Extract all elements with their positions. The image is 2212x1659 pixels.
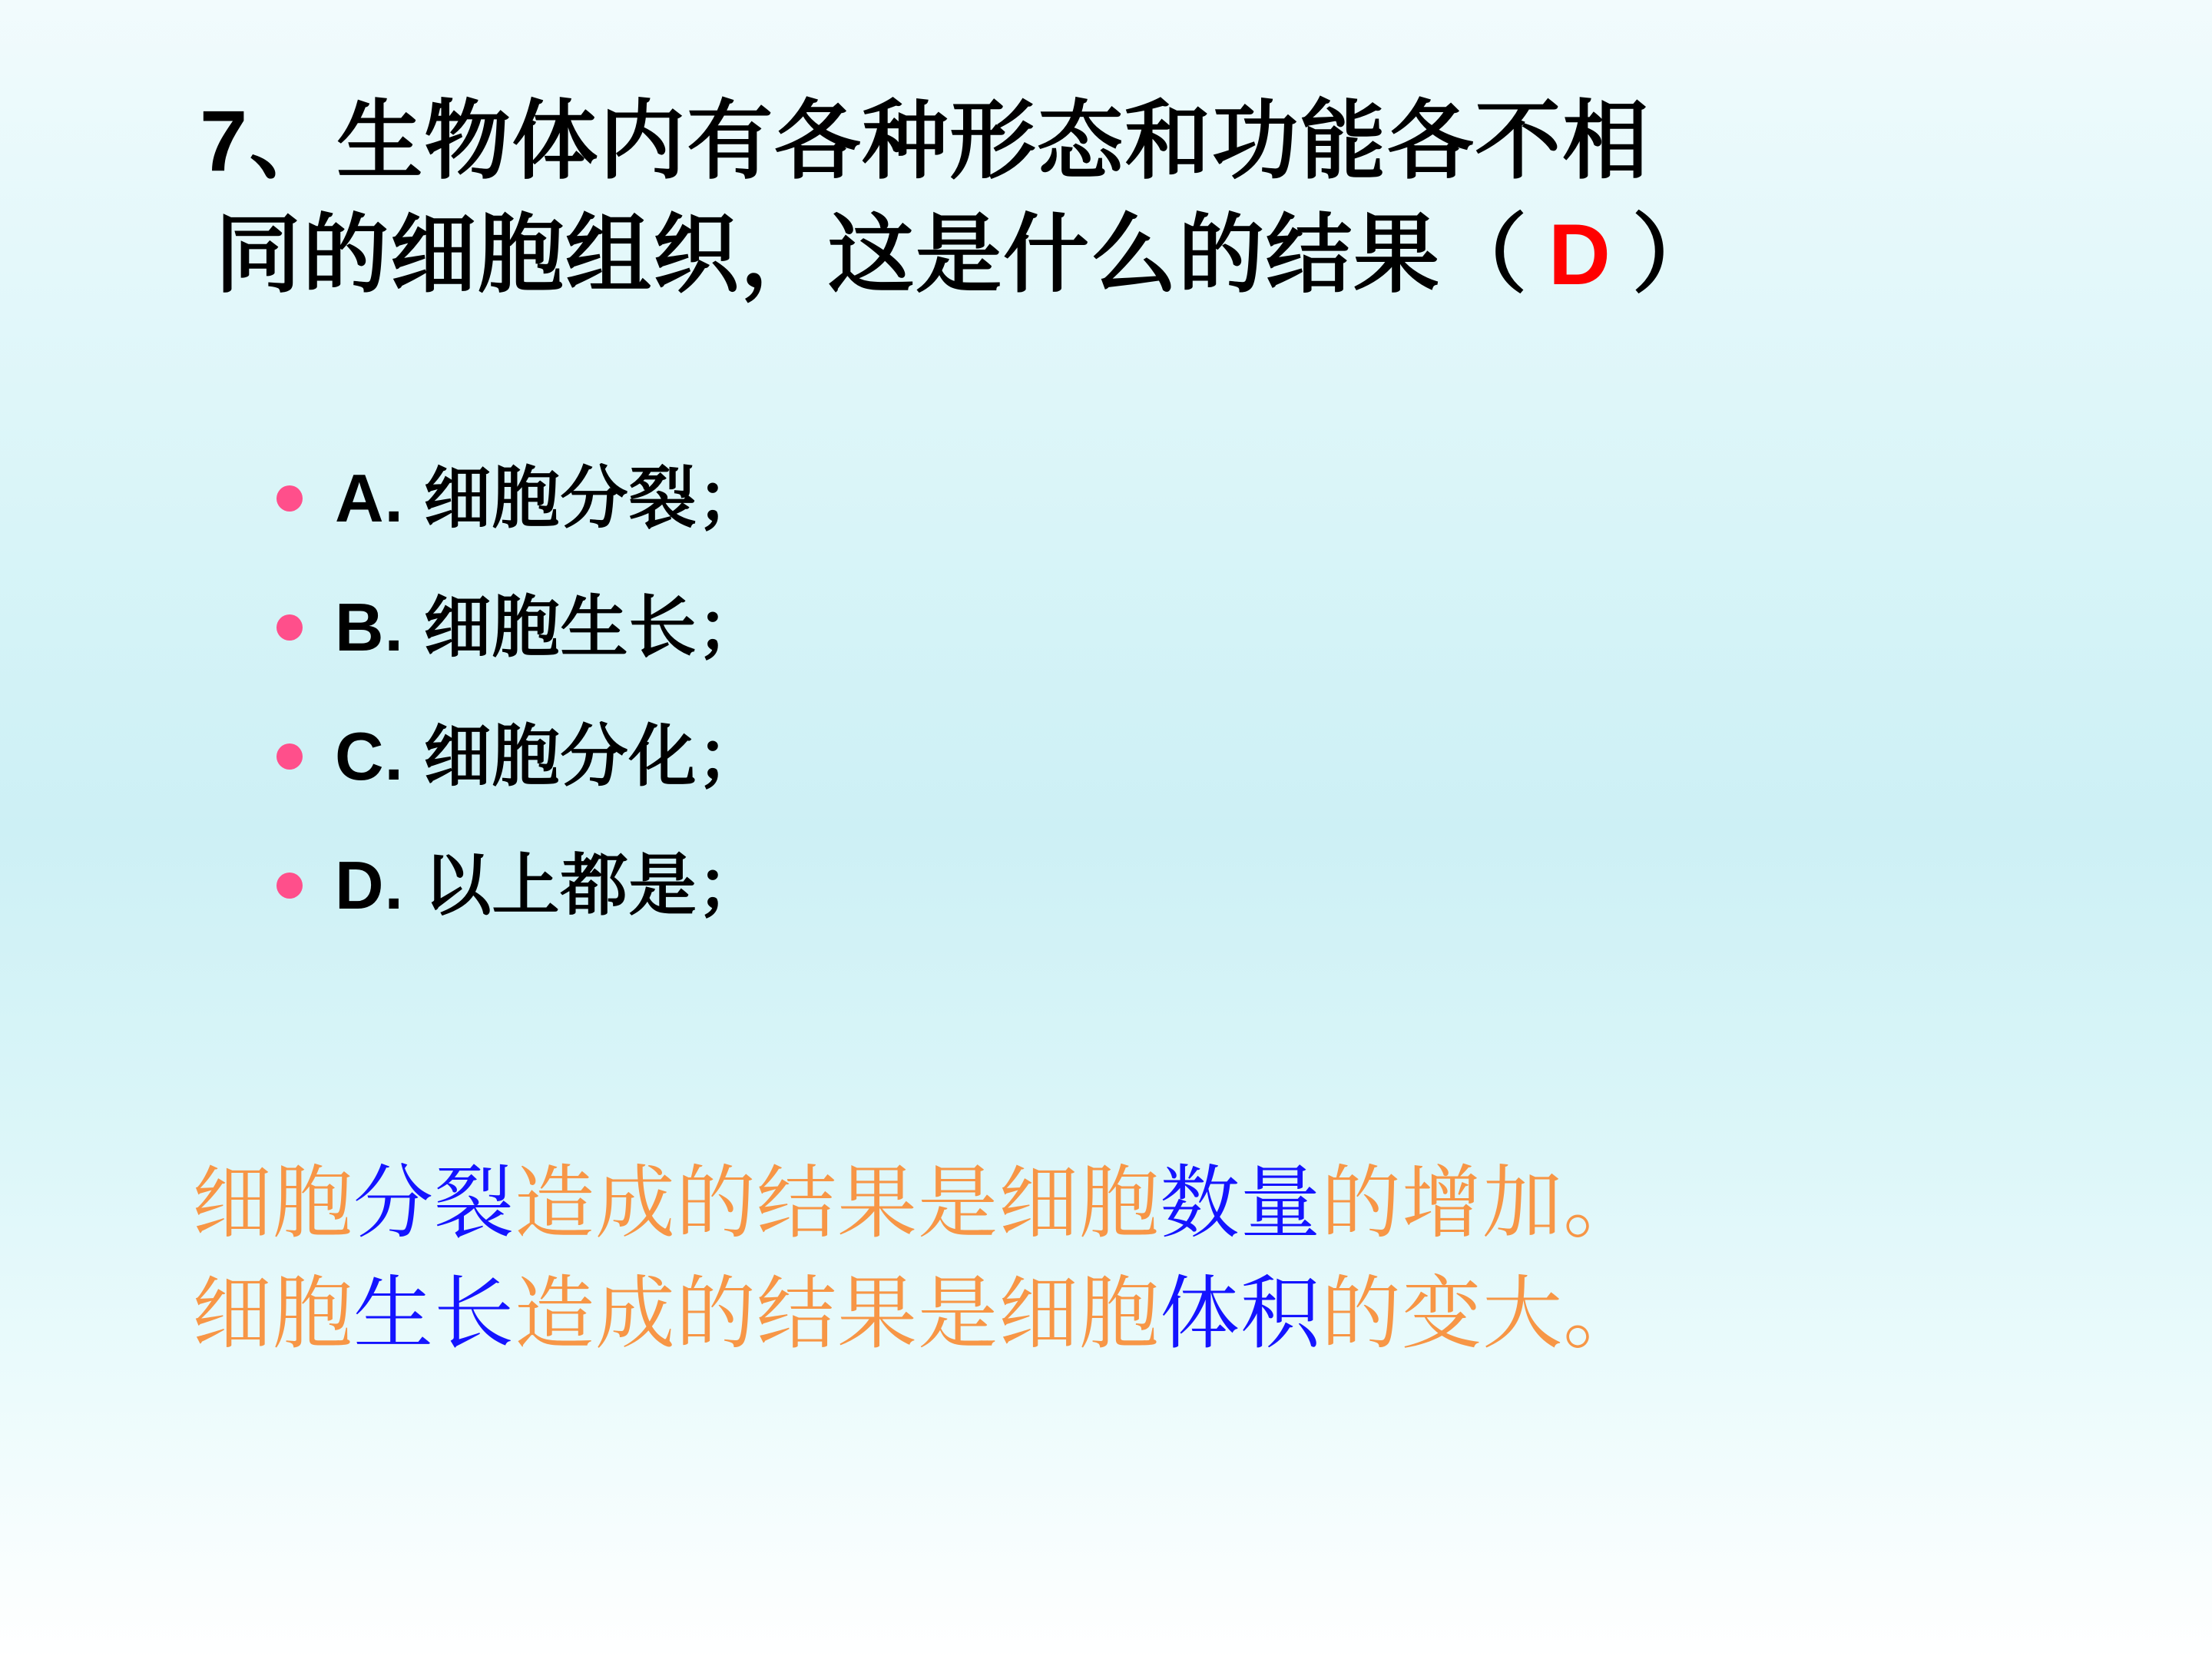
question-text <box>200 84 2058 312</box>
option-label: C. 细胞分化； <box>335 717 766 794</box>
options-list <box>276 453 1813 969</box>
explanation-2-highlight1: 生长 <box>353 1266 515 1360</box>
bullet-icon <box>276 614 303 641</box>
explanation-1-part2: 造成的结果是细胞 <box>515 1156 1161 1250</box>
explanation-2-part2: 造成的结果是细胞 <box>515 1266 1161 1360</box>
list-item[interactable] <box>276 711 1813 802</box>
explanation-2-part1: 细胞 <box>192 1266 354 1360</box>
question-line-2-before: 同的细胞组织，这是什么的结果（ <box>215 206 1528 303</box>
explanation-line-1 <box>192 1148 2112 1259</box>
list-item[interactable] <box>276 582 1813 673</box>
option-label: A. 细胞分裂； <box>335 459 766 536</box>
list-item[interactable] <box>276 840 1813 931</box>
explanation-line-2 <box>192 1259 2112 1369</box>
explanation-1-highlight1: 分裂 <box>353 1156 515 1250</box>
bullet-icon <box>276 873 303 899</box>
list-item[interactable] <box>276 453 1813 544</box>
bullet-icon <box>276 485 303 512</box>
explanation-text <box>192 1148 2112 1369</box>
question-line-2 <box>215 198 2058 312</box>
explanation-2-part3: 的变大。 <box>1321 1266 1644 1360</box>
question-line-1: 7、生物体内有各种形态和功能各不相 <box>200 93 1651 189</box>
explanation-2-highlight2: 体积 <box>1160 1266 1322 1360</box>
option-label: B. 细胞生长； <box>335 588 766 665</box>
bullet-icon <box>276 743 303 770</box>
question-line-2-after: ） <box>1631 206 1720 303</box>
explanation-1-part1: 细胞 <box>192 1156 354 1250</box>
explanation-1-highlight2: 数量 <box>1160 1156 1322 1250</box>
answer-letter: D <box>1548 206 1612 303</box>
explanation-1-part3: 的增加。 <box>1321 1156 1644 1250</box>
option-label: D. 以上都是； <box>335 846 766 923</box>
